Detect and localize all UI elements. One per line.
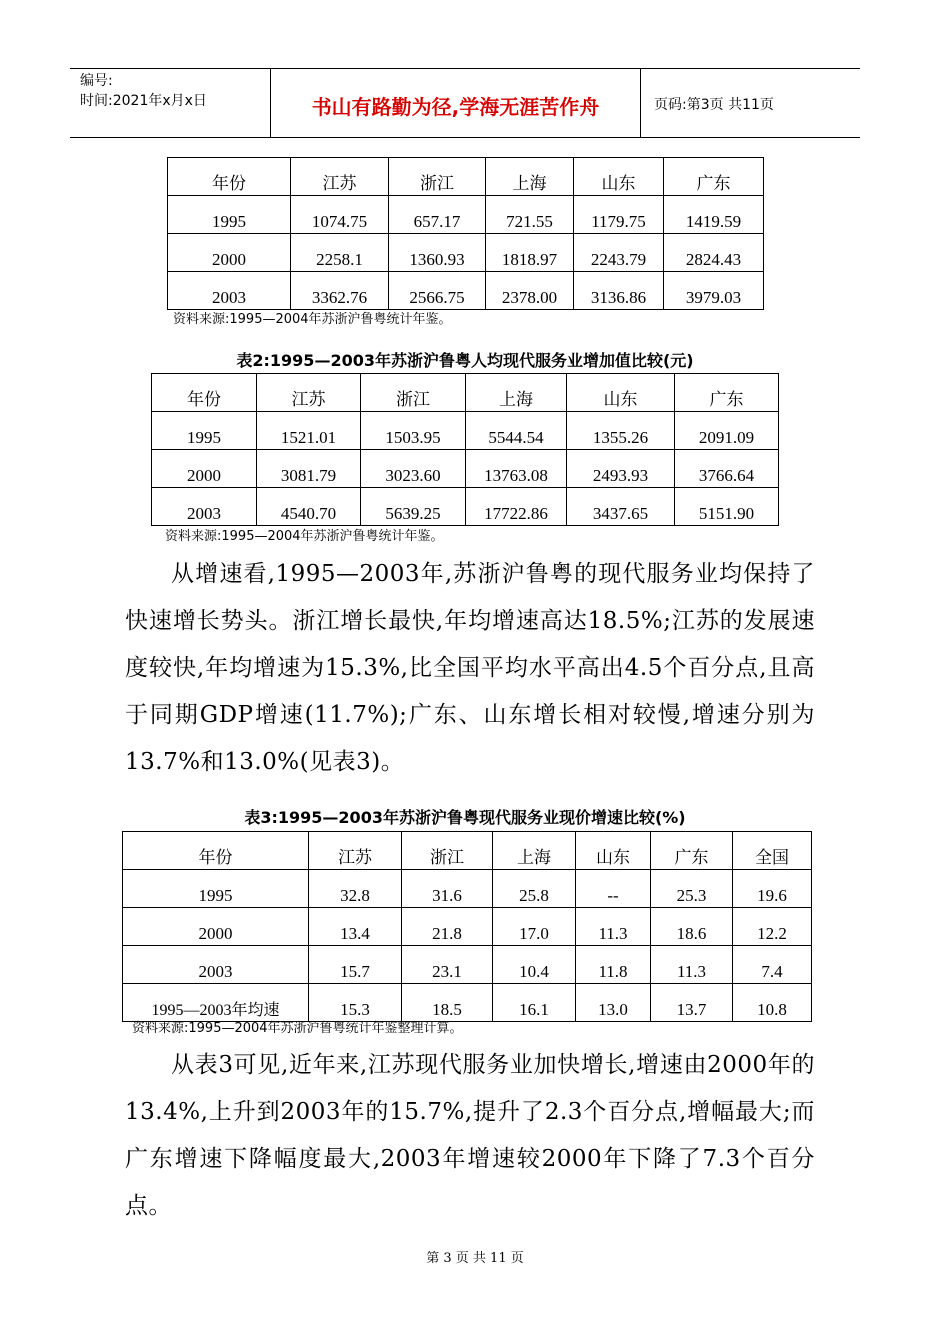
table-cell: 3437.65	[567, 488, 675, 526]
header-divider	[640, 69, 641, 137]
table-cell: 17.0	[493, 908, 576, 946]
header-cell: 江苏	[291, 158, 389, 196]
page-footer: 第 3 页 共 11 页	[426, 1251, 524, 1266]
table-cell: 2003	[123, 946, 309, 984]
table-3-source: 资料来源:1995—2004年苏浙沪鲁粤统计年鉴整理计算。	[132, 1021, 463, 1036]
header-cell: 上海	[466, 374, 567, 412]
table-cell: 13.0	[576, 984, 651, 1022]
table-2	[151, 373, 779, 526]
table-cell: 3136.86	[574, 272, 664, 310]
table-cell: 5639.25	[361, 488, 466, 526]
doc-code-label: 编号:	[80, 73, 113, 89]
table-cell: 1995—2003年均速	[123, 984, 309, 1022]
table-cell: 2000	[168, 234, 291, 272]
doc-time-label: 时间:2021年x月x日	[80, 93, 207, 109]
table-cell: 23.1	[402, 946, 493, 984]
header-cell: 年份	[168, 158, 291, 196]
table-cell: 2003	[152, 488, 257, 526]
header-cell: 山东	[574, 158, 664, 196]
header-cell: 全国	[733, 832, 812, 870]
table-cell: 21.8	[402, 908, 493, 946]
table-cell: 18.5	[402, 984, 493, 1022]
table-cell: 15.7	[309, 946, 402, 984]
table-cell: 1818.97	[486, 234, 574, 272]
table-cell: 2091.09	[675, 412, 779, 450]
table-3-caption: 表3:1995—2003年苏浙沪鲁粤现代服务业现价增速比较(%)	[244, 808, 686, 827]
header-cell: 广东	[651, 832, 733, 870]
header-cell: 上海	[486, 158, 574, 196]
table-cell: 18.6	[651, 908, 733, 946]
paragraph-growth: 从增速看,1995—2003年,苏浙沪鲁粤的现代服务业均保持了快速增长势头。浙江增长最快,年均增速高达18.5%;江苏的发展速度较快,年均增速为15.3%,比全国平均水平高出4.5个百分点,且高于同期GDP增速(11.7%);广东、山东增长相对较慢,增速分别为13.7%和13.0%(见表3)。	[125, 561, 815, 775]
table-cell: 2000	[123, 908, 309, 946]
table-cell: 2493.93	[567, 450, 675, 488]
table-cell: 2378.00	[486, 272, 574, 310]
header-cell: 江苏	[309, 832, 402, 870]
table-2-source: 资料来源:1995—2004年苏浙沪鲁粤统计年鉴。	[165, 529, 444, 544]
table-cell: 10.8	[733, 984, 812, 1022]
table-cell: 19.6	[733, 870, 812, 908]
header-cell: 年份	[152, 374, 257, 412]
table-cell: 7.4	[733, 946, 812, 984]
header-motto: 书山有路勤为径,学海无涯苦作舟	[311, 95, 600, 119]
table-cell: 31.6	[402, 870, 493, 908]
table-cell: 16.1	[493, 984, 576, 1022]
table-1	[167, 157, 764, 310]
table-row	[123, 984, 812, 1022]
header-meta	[80, 69, 270, 137]
table-cell: 10.4	[493, 946, 576, 984]
table-cell: 2243.79	[574, 234, 664, 272]
table-cell: 4540.70	[257, 488, 361, 526]
table-cell: 1521.01	[257, 412, 361, 450]
table-cell: --	[576, 870, 651, 908]
header-cell: 年份	[123, 832, 309, 870]
table-row	[123, 870, 812, 908]
table-cell: 11.3	[651, 946, 733, 984]
table-cell: 3362.76	[291, 272, 389, 310]
header-cell: 广东	[675, 374, 779, 412]
table-cell: 657.17	[389, 196, 486, 234]
table-cell: 11.8	[576, 946, 651, 984]
table-row	[168, 196, 764, 234]
table-2-caption: 表2:1995—2003年苏浙沪鲁粤人均现代服务业增加值比较(元)	[236, 351, 694, 370]
table-cell: 12.2	[733, 908, 812, 946]
table-cell: 2000	[152, 450, 257, 488]
table-cell: 2566.75	[389, 272, 486, 310]
table-cell: 2258.1	[291, 234, 389, 272]
header-page-info: 页码:第3页 共11页	[654, 97, 774, 113]
header-cell: 浙江	[402, 832, 493, 870]
table-header-row	[168, 158, 764, 196]
table-cell: 1419.59	[664, 196, 764, 234]
table-row	[152, 450, 779, 488]
table-header-row	[123, 832, 812, 870]
table-cell: 1355.26	[567, 412, 675, 450]
table-cell: 25.3	[651, 870, 733, 908]
table-cell: 1360.93	[389, 234, 486, 272]
paragraph-table3-analysis: 从表3可见,近年来,江苏现代服务业加快增长,增速由2000年的13.4%,上升到2003年的15.7%,提升了2.3个百分点,增幅最大;而广东增速下降幅度最大,2003年增速较2000年下降了7.3个百分点。	[125, 1052, 815, 1219]
table-cell: 3766.64	[675, 450, 779, 488]
table-cell: 1503.95	[361, 412, 466, 450]
table-cell: 13.4	[309, 908, 402, 946]
table-cell: 3023.60	[361, 450, 466, 488]
table-row	[123, 908, 812, 946]
table-cell: 1995	[168, 196, 291, 234]
table-row	[168, 272, 764, 310]
header-cell: 上海	[493, 832, 576, 870]
header-cell: 广东	[664, 158, 764, 196]
table-cell: 2824.43	[664, 234, 764, 272]
table-cell: 1995	[152, 412, 257, 450]
table-cell: 3081.79	[257, 450, 361, 488]
table-3	[122, 831, 812, 1022]
table-cell: 13763.08	[466, 450, 567, 488]
table-cell: 1179.75	[574, 196, 664, 234]
table-cell: 25.8	[493, 870, 576, 908]
header-cell: 山东	[576, 832, 651, 870]
table-cell: 3979.03	[664, 272, 764, 310]
table-cell: 11.3	[576, 908, 651, 946]
table-row	[123, 946, 812, 984]
table-cell: 1074.75	[291, 196, 389, 234]
table-cell: 17722.86	[466, 488, 567, 526]
table-cell: 1995	[123, 870, 309, 908]
table-cell: 721.55	[486, 196, 574, 234]
page-header	[70, 68, 860, 138]
table-1-source: 资料来源:1995—2004年苏浙沪鲁粤统计年鉴。	[173, 312, 452, 327]
header-cell: 浙江	[389, 158, 486, 196]
table-cell: 32.8	[309, 870, 402, 908]
table-row	[168, 234, 764, 272]
header-cell: 山东	[567, 374, 675, 412]
table-cell: 5151.90	[675, 488, 779, 526]
table-cell: 15.3	[309, 984, 402, 1022]
header-cell: 江苏	[257, 374, 361, 412]
table-cell: 5544.54	[466, 412, 567, 450]
table-cell: 13.7	[651, 984, 733, 1022]
table-row	[152, 412, 779, 450]
table-cell: 2003	[168, 272, 291, 310]
table-row	[152, 488, 779, 526]
header-cell: 浙江	[361, 374, 466, 412]
table-header-row	[152, 374, 779, 412]
